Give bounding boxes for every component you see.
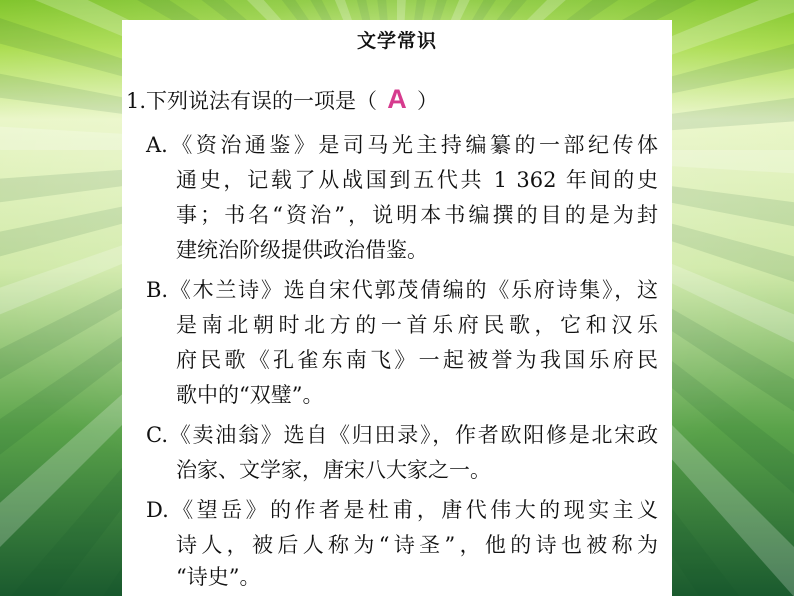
option-b-line-4: 歌中的“双璧”。 <box>176 383 324 407</box>
option-c-line-2: 治家、文学家，唐宋八大家之一。 <box>176 458 491 482</box>
option-a-line-3: 事；书名“资治”，说明本书编撰的目的是为封 <box>176 203 658 227</box>
option-a-line-1: A.《资治通鉴》是司马光主持编纂的一部纪传体 <box>146 133 658 157</box>
question-stem-line <box>126 82 438 118</box>
option-b-line-3: 府民歌《孔雀东南飞》一起被誉为我国乐府民 <box>176 348 658 372</box>
option-d-line-1: D.《望岳》的作者是杜甫，唐代伟大的现实主义 <box>146 498 658 522</box>
content-card <box>122 20 672 596</box>
question-number: 1. <box>126 89 147 113</box>
answer-mark: A <box>387 84 407 114</box>
question-stem: 下列说法有误的一项是（ <box>146 89 378 113</box>
option-c-line-1: C.《卖油翁》选自《归田录》，作者欧阳修是北宋政 <box>146 423 658 447</box>
option-b-line-1: B.《木兰诗》选自宋代郭茂倩编的《乐府诗集》，这 <box>146 278 658 302</box>
option-d-line-2: 诗人，被后人称为“诗圣”，他的诗也被称为 <box>176 533 658 557</box>
section-title: 文学常识 <box>356 30 437 52</box>
question-close-paren: ） <box>417 89 439 113</box>
option-d-line-3: “诗史”。 <box>176 565 261 589</box>
option-a-line-2: 通史，记载了从战国到五代共 1 362 年间的史 <box>176 168 658 192</box>
option-b-line-2: 是南北朝时北方的一首乐府民歌，它和汉乐 <box>176 313 658 337</box>
option-a-line-4: 建统治阶级提供政治借鉴。 <box>176 238 428 262</box>
